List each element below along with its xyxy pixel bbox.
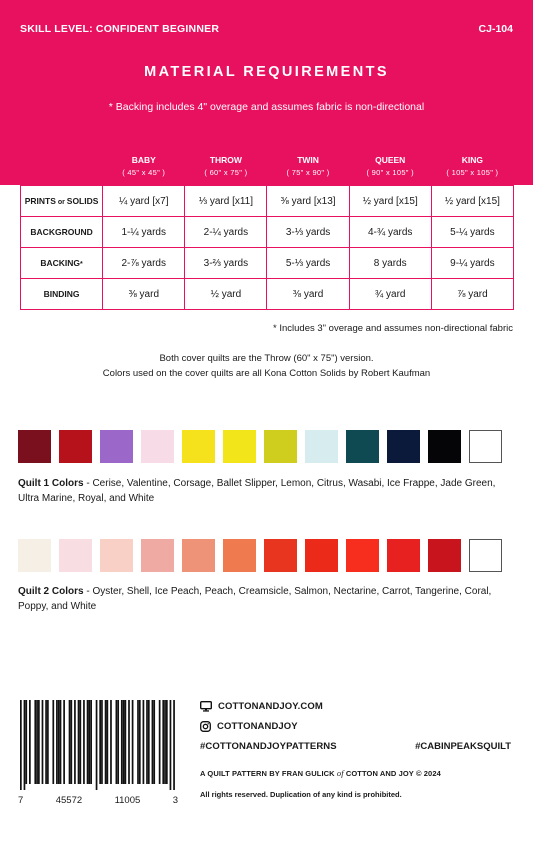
material-table [20, 147, 514, 310]
barcode-bar [110, 700, 112, 784]
barcode-digit: 7 [18, 795, 24, 806]
barcode-number [18, 795, 178, 806]
column-header: TWIN ( 75" x 90" ) [267, 148, 349, 186]
cover-note-line: Colors used on the cover quilts are all Kona Cotton Solids by Robert Kaufman [102, 368, 431, 379]
barcode-bar [38, 700, 40, 784]
table-cell: ¼ yard [x7] [103, 186, 185, 217]
barcode-bar [107, 700, 109, 784]
barcode-bar [146, 700, 148, 784]
barcode-bar [117, 700, 119, 784]
credit-line: A QUILT PATTERN BY FRAN GULICK of COTTON AND JOY © 2024 [200, 768, 441, 778]
quilt2-swatch [387, 539, 420, 572]
table-cell: 3-⅔ yards [185, 248, 267, 279]
quilt2-swatch [59, 539, 92, 572]
barcode-bar [132, 700, 134, 784]
cover-note-line: Both cover quilts are the Throw (60" x 75") version. [159, 353, 374, 364]
quilt1-swatch [59, 430, 92, 463]
barcode-bar [20, 700, 22, 790]
barcode-bar [88, 700, 90, 784]
quilt1-swatch [387, 430, 420, 463]
barcode-bar [79, 700, 81, 784]
barcode-bar [116, 700, 118, 784]
table-cell: 3-⅓ yards [267, 217, 349, 248]
barcode-bar [123, 700, 125, 784]
quilt2-swatch [346, 539, 379, 572]
rights-notice: All rights reserved. Duplication of any kind is prohibited. [200, 790, 402, 799]
table-cell: ⅞ yard [431, 279, 513, 310]
quilt2-swatch [223, 539, 256, 572]
instagram-icon [200, 721, 211, 732]
hashtag-secondary: #CABINPEAKSQUILT [415, 741, 511, 752]
quilt2-swatch [428, 539, 461, 572]
barcode-bar [34, 700, 36, 784]
barcode-bar [152, 700, 154, 784]
table-cell: ¾ yard [349, 279, 431, 310]
table-cell: ⅜ yard [x13] [267, 186, 349, 217]
column-header: KING ( 105" x 105" ) [431, 148, 513, 186]
quilt2-label: Quilt 2 Colors [18, 586, 84, 597]
table-row [21, 186, 514, 217]
quilt1-colors [18, 476, 518, 506]
column-header: QUEEN ( 90" x 105" ) [349, 148, 431, 186]
barcode-bar [125, 700, 127, 784]
barcode-bar [137, 700, 139, 784]
quilt2-swatch [469, 539, 502, 572]
barcode-bar [45, 700, 47, 784]
quilt1-swatches [18, 430, 502, 463]
table-cell: ½ yard [x15] [431, 186, 513, 217]
barcode-bar [96, 700, 98, 790]
column-header: THROW ( 60" x 75" ) [185, 148, 267, 186]
table-header-row [21, 148, 514, 186]
quilt2-swatches [18, 539, 502, 572]
table-cell: ⅓ yard [x11] [185, 186, 267, 217]
barcode-bar [105, 700, 107, 784]
quilt2-swatch [182, 539, 215, 572]
instagram-handle[interactable]: COTTONANDJOY [217, 721, 298, 732]
table-cell: ½ yard [x15] [349, 186, 431, 217]
website-link[interactable]: COTTONANDJOY.COM [218, 701, 323, 712]
barcode-bar [162, 700, 164, 784]
table-cell: 2-⅞ yards [103, 248, 185, 279]
skill-level: SKILL LEVEL: CONFIDENT BEGINNER [20, 23, 220, 35]
website-line [200, 701, 323, 712]
quilt1-swatch [141, 430, 174, 463]
barcode-bar [25, 700, 27, 784]
row-label: BACKING* [21, 248, 103, 279]
quilt1-swatch [18, 430, 51, 463]
table-corner [21, 148, 103, 186]
quilt2-list: - Oyster, Shell, Ice Peach, Peach, Creamsicle, Salmon, Nectarine, Carrot, Tangerine, Coral, Poppy, and White [18, 586, 492, 612]
table-cell: 2-¼ yards [185, 217, 267, 248]
quilt1-swatch [264, 430, 297, 463]
barcode-bar [24, 700, 26, 790]
table-row [21, 248, 514, 279]
barcode-bar [99, 700, 101, 784]
column-header: BABY ( 45" x 45" ) [103, 148, 185, 186]
barcode-bar [148, 700, 150, 784]
barcode-bar [74, 700, 76, 784]
quilt2-swatch [264, 539, 297, 572]
hashtag-primary: #COTTONANDJOYPATTERNS [200, 741, 337, 752]
barcode-bar [83, 700, 85, 784]
barcode-bar [52, 700, 54, 784]
row-label: BINDING [21, 279, 103, 310]
barcode-bar [139, 700, 141, 784]
barcode-bar [159, 700, 161, 784]
row-label: PRINTS or SOLIDS [21, 186, 103, 217]
table-cell: 5-⅓ yards [267, 248, 349, 279]
barcode-bar [173, 700, 175, 790]
barcode-bar [70, 700, 72, 784]
table-cell: 8 yards [349, 248, 431, 279]
table-cell: 5-¼ yards [431, 217, 513, 248]
barcode-digit: 11005 [114, 795, 141, 806]
barcode-bar [128, 700, 130, 784]
overage-note: * Includes 3" overage and assumes non-directional fabric [273, 323, 513, 334]
barcode-bar [87, 700, 89, 784]
pattern-code: CJ-104 [478, 23, 513, 35]
quilt2-swatch [18, 539, 51, 572]
page-title: MATERIAL REQUIREMENTS [144, 64, 389, 80]
barcode-bar [143, 700, 145, 784]
barcode-bar [56, 700, 58, 784]
barcode-bar [78, 700, 80, 784]
barcode-digit: 45572 [55, 795, 83, 806]
barcode-bar [164, 700, 166, 784]
table-cell: ½ yard [185, 279, 267, 310]
barcode-bar [121, 700, 123, 784]
quilt1-swatch [428, 430, 461, 463]
quilt1-swatch [469, 430, 502, 463]
barcode-digit: 3 [172, 795, 178, 806]
table-cell: 9-¼ yards [431, 248, 513, 279]
barcode-bar [170, 700, 172, 790]
instagram-line [200, 721, 298, 732]
quilt1-swatch [223, 430, 256, 463]
quilt1-label: Quilt 1 Colors [18, 478, 84, 489]
barcode-bar [153, 700, 155, 784]
barcode-bar [101, 700, 103, 784]
cover-note [0, 351, 533, 381]
quilt2-swatch [141, 539, 174, 572]
barcode-bar [63, 700, 65, 784]
barcode-bar [90, 700, 92, 784]
monitor-icon [200, 701, 212, 712]
table-cell: ⅜ yard [267, 279, 349, 310]
table-row [21, 279, 514, 310]
barcode-bar [29, 700, 31, 784]
quilt1-list: - Cerise, Valentine, Corsage, Ballet Slipper, Lemon, Citrus, Wasabi, Ice Frappe, Jade Green, Ultra Marine, Royal, and White [18, 478, 496, 504]
barcode-bar [47, 700, 49, 784]
barcode-bar [166, 700, 168, 784]
quilt2-colors [18, 584, 518, 614]
barcode [20, 700, 175, 790]
quilt1-swatch [182, 430, 215, 463]
table-cell: ⅜ yard [103, 279, 185, 310]
barcode-bar [69, 700, 71, 784]
barcode-bar [42, 700, 44, 784]
barcode-bar [36, 700, 38, 784]
table-row [21, 217, 514, 248]
quilt1-swatch [305, 430, 338, 463]
barcode-bar [60, 700, 62, 784]
table-cell: 1-¼ yards [103, 217, 185, 248]
table-cell: 4-¾ yards [349, 217, 431, 248]
quilt1-swatch [346, 430, 379, 463]
quilt2-swatch [100, 539, 133, 572]
quilt1-swatch [100, 430, 133, 463]
barcode-bar [58, 700, 60, 784]
row-label: BACKGROUND [21, 217, 103, 248]
quilt2-swatch [305, 539, 338, 572]
backing-note: * Backing includes 4" overage and assumes fabric is non-directional [108, 101, 425, 113]
